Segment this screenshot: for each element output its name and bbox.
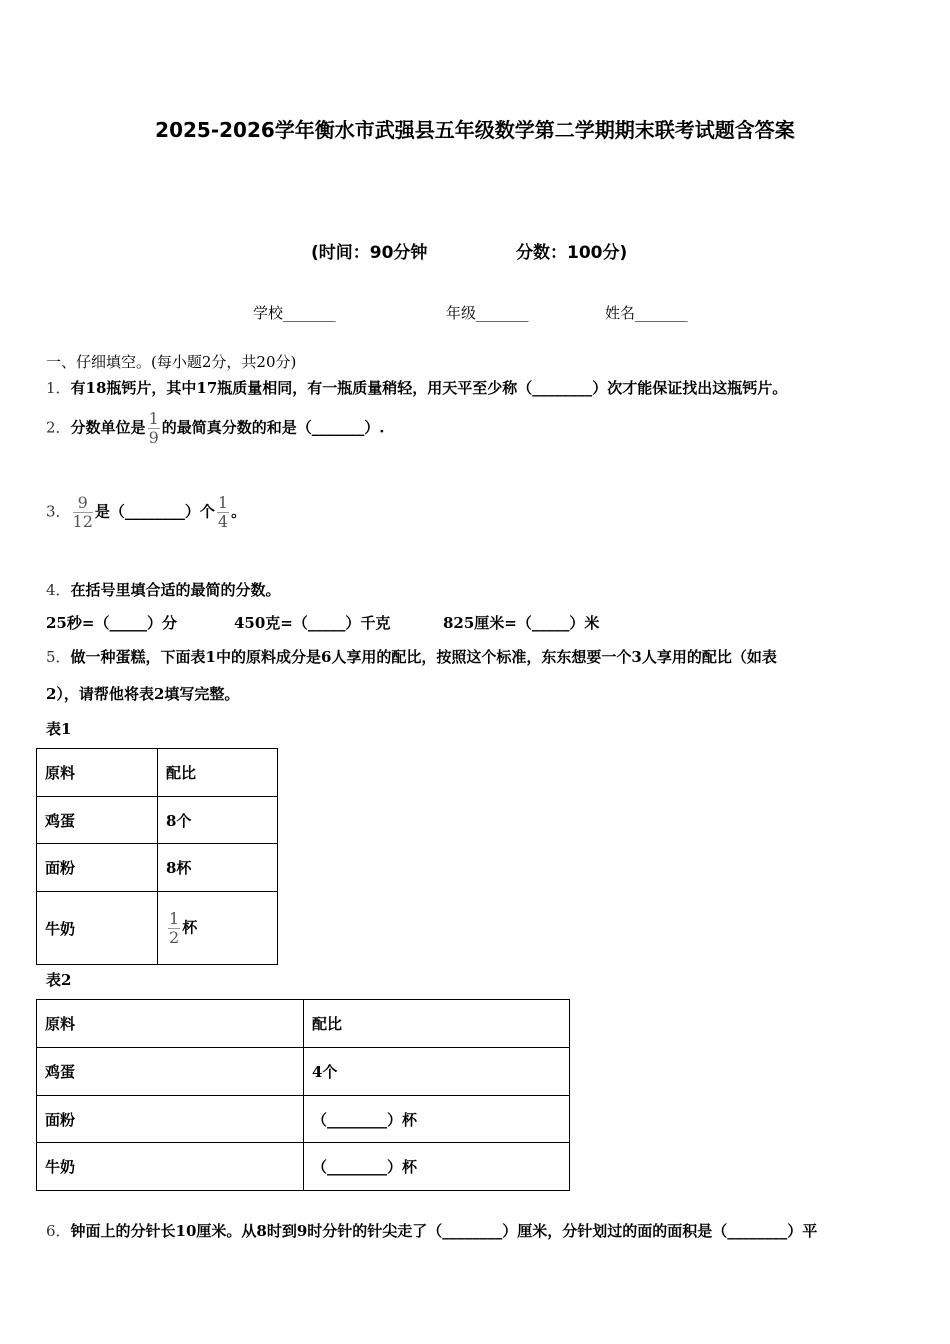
question-4 [46,579,281,600]
section-heading: 一、仔细填空。(每小题2分，共20分) [46,353,297,371]
fraction [73,494,93,531]
exam-score: 分数：100分) [516,243,628,263]
cell: 8杯 [158,844,278,892]
question-6 [46,1220,817,1241]
cell: 4个 [304,1048,570,1096]
header-cell: 配比 [304,1000,570,1048]
cell [158,892,278,965]
question-1 [46,377,787,398]
header-cell: 原料 [37,749,158,797]
fraction [217,494,229,531]
cell: 面粉 [37,844,158,892]
question-number: 2． [46,418,71,437]
question-text: 有18瓶钙片，其中17瓶质量相同，有一瓶质量稍轻，用天平至少称（________）次才能保证找出这瓶钙片。 [70,379,788,397]
q4-item: 825厘米=（_____）米 [443,614,600,632]
cell: 鸡蛋 [37,797,158,844]
grade-field[interactable]: 年级_______ [446,304,529,322]
numerator: 1 [217,493,229,512]
question-number: 6． [46,1222,71,1240]
exam-time: (时间：90分钟 [311,243,428,263]
fraction [148,410,160,447]
question-2 [46,410,384,447]
header-cell: 配比 [158,749,278,797]
question-number: 5． [46,648,71,666]
table1 [36,748,278,965]
fraction [168,910,180,947]
table1-caption: 表1 [46,720,72,738]
cell: 8个 [158,797,278,844]
question-number: 3． [46,502,71,521]
denominator: 12 [72,512,93,531]
cell: 鸡蛋 [37,1048,304,1096]
question-text: 的最简真分数的和是（_______）. [161,418,385,437]
question-3 [46,494,246,531]
question-number: 4． [46,581,71,599]
cell: 牛奶 [37,1143,304,1191]
q4-item: 25秒=（_____）分 [46,614,177,632]
question-5-cont: 2），请帮他将表2填写完整。 [46,685,240,703]
cell: 面粉 [37,1096,304,1143]
question-text: 分数单位是 [70,418,146,437]
question-text: 。 [231,502,247,521]
table2-caption: 表2 [46,971,72,989]
question-text: 在括号里填合适的最简的分数。 [70,581,281,599]
denominator: 4 [217,512,229,531]
question-text: 钟面上的分针长10厘米。从8时到9时分针的针尖走了（________）厘米，分针划过的面的面积是（________）平 [70,1222,818,1240]
question-text: 做一种蛋糕，下面表1中的原料成分是6人享用的配比，按照这个标准，东东想要一个3人享用的配比（如表 [70,648,777,666]
question-number: 1． [46,379,71,397]
numerator: 1 [148,409,159,428]
table2 [36,999,570,1191]
page-title: 2025-2026学年衡水市武强县五年级数学第二学期期末联考试题含答案 [155,118,795,142]
header-cell: 原料 [37,1000,304,1048]
name-field[interactable]: 姓名_______ [605,304,688,322]
numerator: 9 [73,494,93,513]
denominator: 9 [148,428,159,447]
cell: 牛奶 [37,892,158,965]
denominator: 2 [169,927,180,947]
school-field[interactable]: 学校_______ [253,304,336,322]
answer-cell[interactable]: （________）杯 [304,1096,570,1143]
question-5 [46,646,777,667]
numerator: 1 [169,908,180,928]
q4-item: 450克=（_____）千克 [234,614,391,632]
unit: 杯 [182,918,198,936]
question-text: 是（________）个 [94,502,215,521]
answer-cell[interactable]: （________）杯 [304,1143,570,1191]
